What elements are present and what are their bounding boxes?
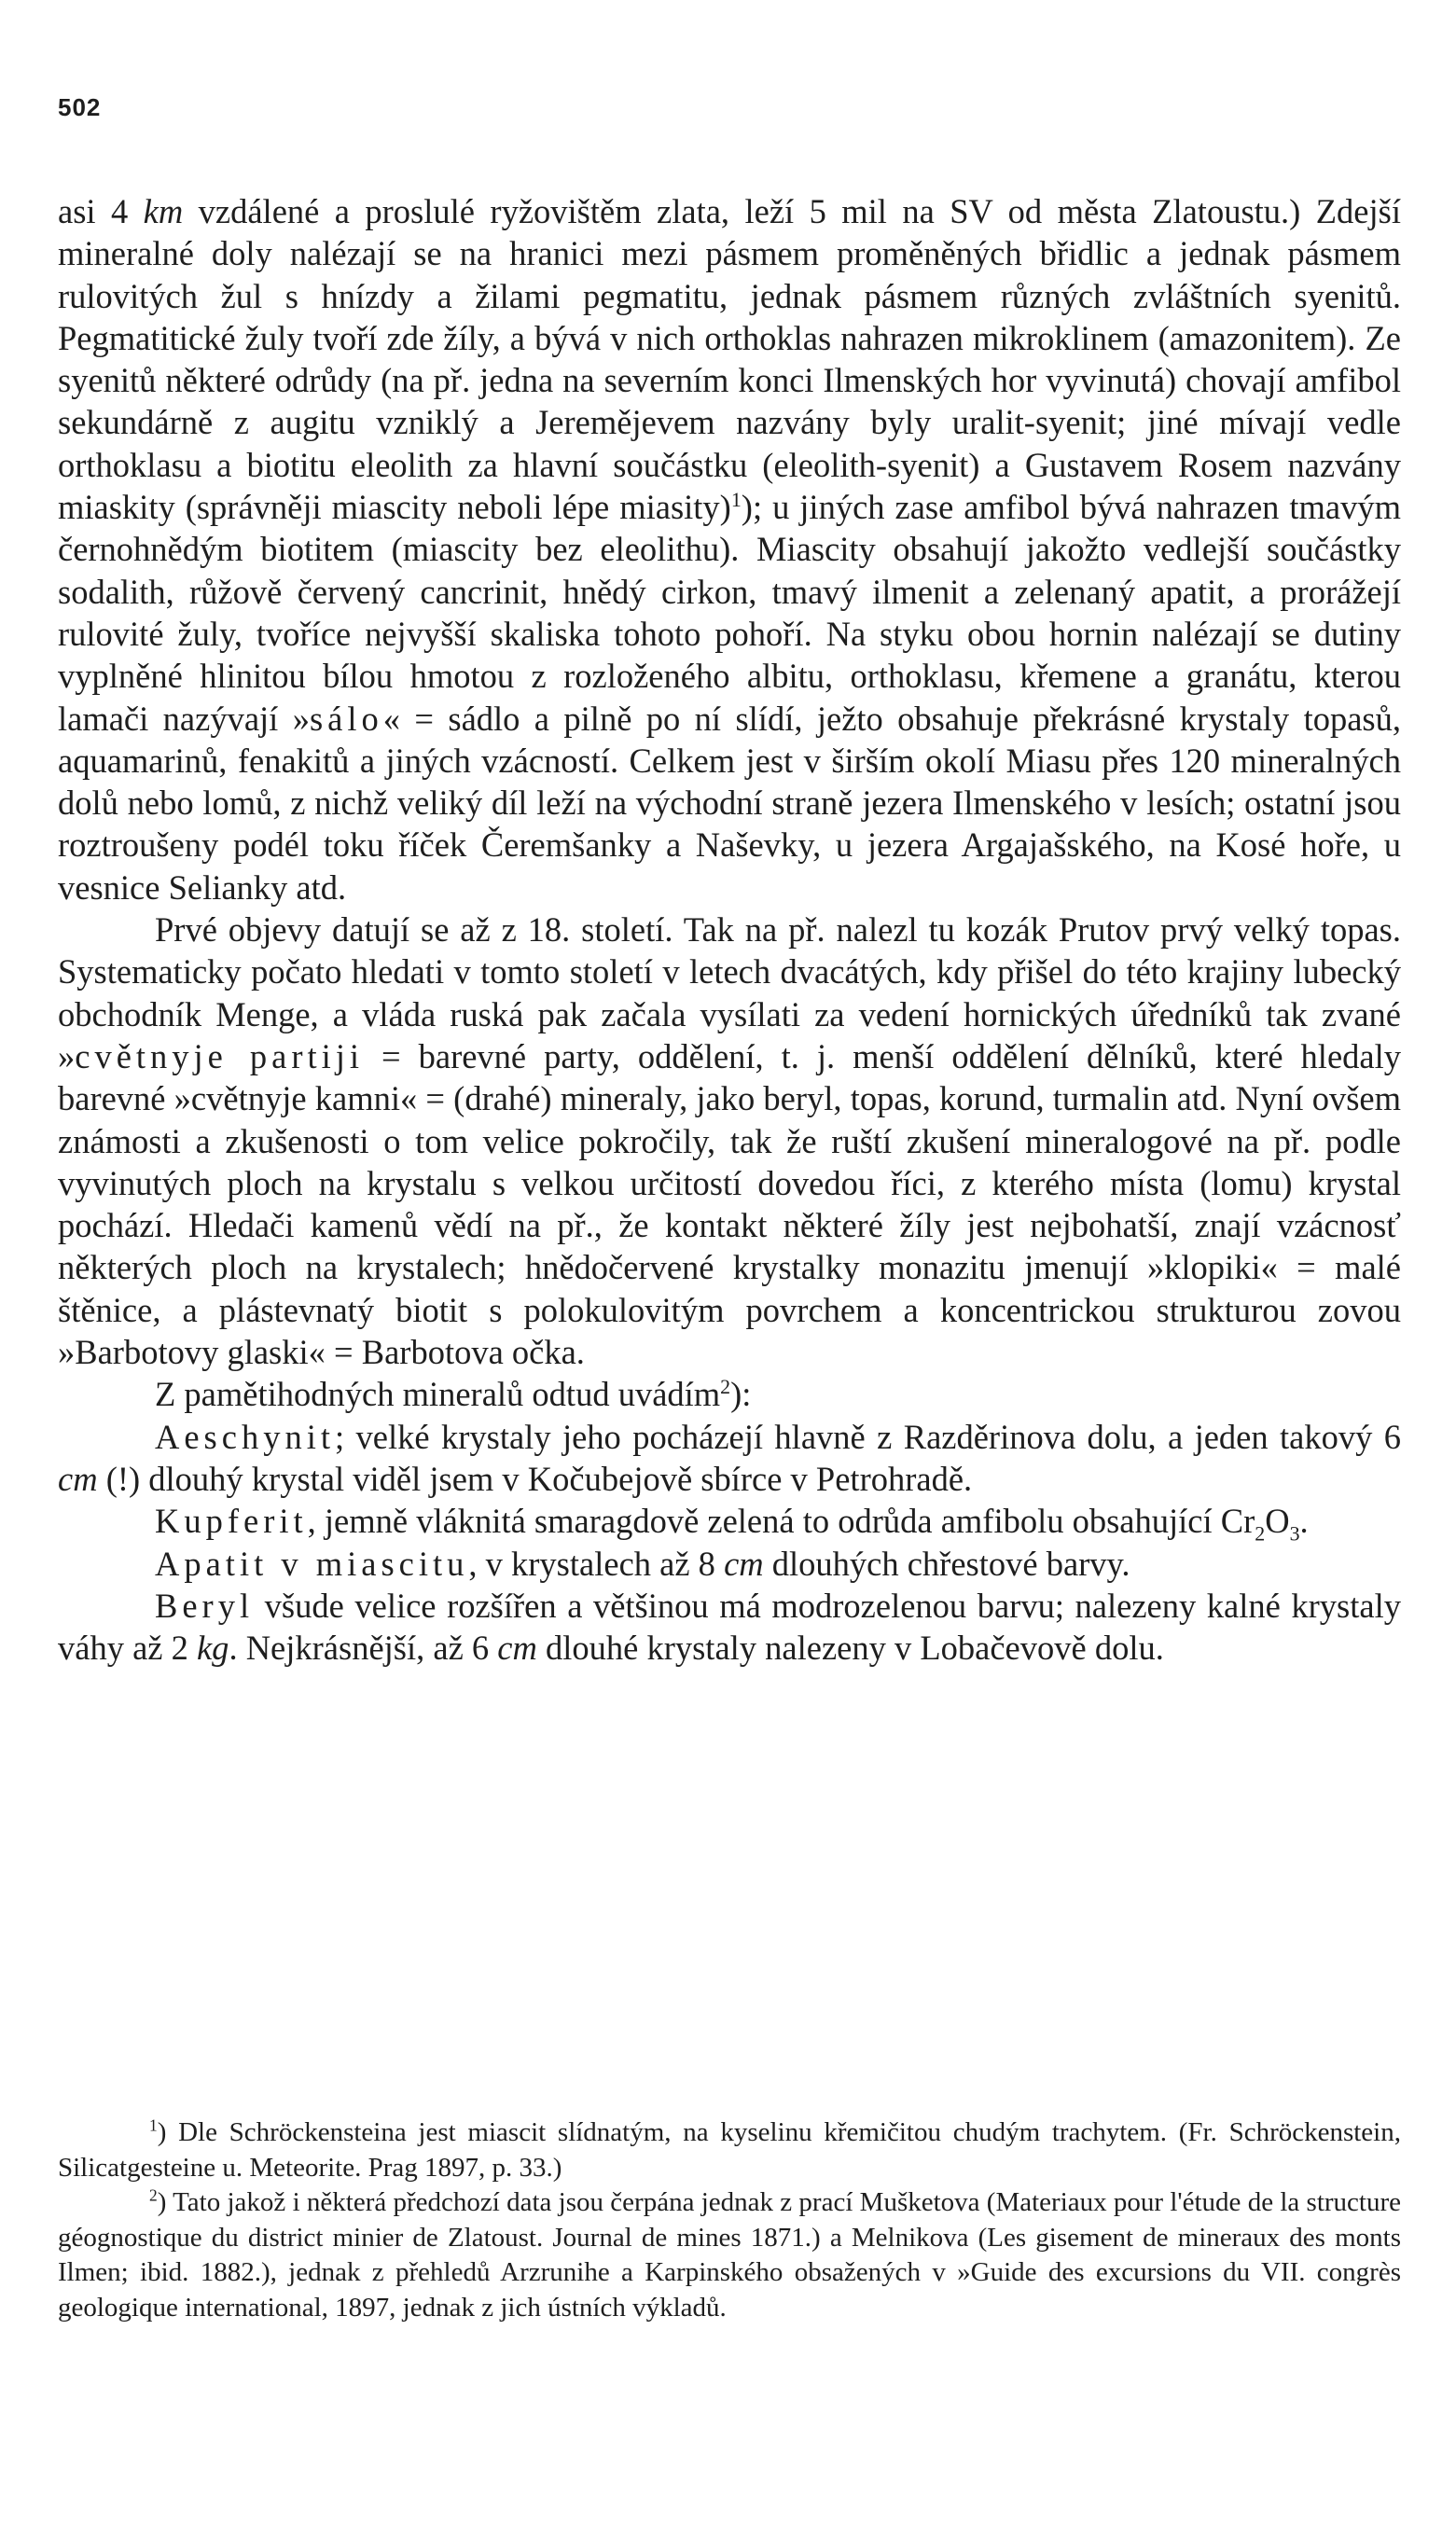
text-run: ); u jiných zase amfibol bývá nahrazen tmavým černohnědým biotitem (miascity bez eleolithu). Miascity obsahují jakožto vedlejší součástky sodalith, růžově červený cancrinit, hnědý cirkon, tmavý ilmenit a zelenaný apatit, a prorážejí rulovité žuly, tvoříce nejvyšší skaliska tohoto pohoří. Na styku obou hornin nalézají se dutiny vyplněné hlinitou bílou hmotou z rozloženého albitu, orthoklasu, křemene a granátu, kterou lamači nazývají » [58,488,1401,738]
spaced-term: Beryl [155,1586,255,1625]
footnotes [58,2115,1401,2325]
text-run: . Nejkrásnější, až 6 [229,1629,498,1668]
text-run: všude velice rozšířen a většinou má modrozelenou barvu; nalezeny kalné krystaly váhy až 2 [58,1586,1401,1668]
spaced-term: Apatit v miascitu [155,1544,469,1583]
text-run: Prvé objevy datují se až z 18. století. Tak na př. nalezl tu kozák Prutov prvý velký topas. Systematicky počato hledati v tomto století v letech dvacátých, kdy přišel do této krajiny lubecký obchodník Menge, a vláda ruská pak začala vysílati za vedení hornických úředníků tak zvané » [58,910,1401,1075]
text-run: ; velké krystaly jeho pocházejí hlavně z Razděrinova dolu, a jeden takový 6 [335,1417,1401,1456]
text-run: ) Tato jakož i některá předchozí data jsou čerpána jednak z prací Mušketova (Materiaux pour l'étude de la structure géognostique du district minier de Zlatoust. Journal de mines 1871.) a Melnikova (Les gisement de mineraux des monts Ilmen; ibid. 1882.), jednak z přehledů Arzrunihe a Karpinského obsažených v »Guide des excursions du VII. congrès geologique international, 1897, jednak z jich ústních výkladů. [58,2187,1401,2323]
text-run: dlouhých chřestové barvy. [763,1544,1130,1583]
subscript: 3 [1289,1521,1300,1546]
paragraph [58,1585,1401,1670]
text-run: ) Dle Schröckensteina jest miascit slídnatým, na kyselinu křemičitou chudým trachytem. (Fr. Schröckenstein, Silicatgesteine u. Meteorite. Prag 1897, p. 33.) [58,2117,1401,2183]
text-run: « = sádlo a pilně po ní slídí, ježto obsahuje překrásné krystaly topasů, aquamarinů, fenakitů a jiných vzácností. Celkem jest v širším okolí Miasu přes 120 mineralných dolů nebo lomů, z nichž veliký díl leží na východní straně jezera Ilmenského v lesích; ostatní jsou roztroušeny podél toku říček Čeremšanky a Naševky, u jezera Argajašského, na Kosé hoře, u vesnice Selianky atd. [58,699,1401,907]
paragraph [58,908,1401,1373]
unit-italic: cm [497,1629,537,1668]
paragraph [58,190,1401,908]
footnote-marker: 2 [149,2185,158,2205]
paragraph [58,1543,1401,1585]
footnote [58,2115,1401,2185]
text-run: asi 4 [58,192,144,230]
spaced-term: Kupferit [155,1502,308,1541]
text-run: O [1265,1502,1290,1541]
paragraph [58,1500,1401,1546]
text-run: , v krystalech až 8 [468,1544,725,1583]
unit-italic: kg [196,1629,229,1668]
body-text [58,190,1401,1669]
footnote-marker: 1 [730,487,742,511]
text-run: , jemně vláknitá smaragdově zelená to odrůda amfibolu obsahující Cr [307,1502,1255,1541]
paragraph [58,1373,1401,1415]
spaced-term: Aeschynit [155,1417,335,1456]
unit-italic: cm [58,1459,98,1498]
text-run: dlouhé krystaly nalezeny v Lobačevově dolu. [536,1629,1164,1668]
footnote-marker: 1 [149,2115,158,2135]
text-run: (!) dlouhý krystal viděl jsem v Kočubejově sbírce v Petrohradě. [97,1459,973,1498]
subscript: 2 [1255,1521,1266,1546]
spaced-term: cvětnyje partiji [75,1036,365,1075]
page-number: 502 [58,93,102,121]
text-run: = barevné party, oddělení, t. j. menší oddělení dělníků, které hledaly barevné »cvětnyje kamni« = (drahé) mineraly, jako beryl, topas, korund, turmalin atd. Nyní ovšem známosti a zkušenosti o tom velice pokročily, tak že ruští zkušení mineralogové na př. podle vyvinutých ploch na krystalu s velkou určitostí dovedou říci, z kterého místa (lomu) krystal pochází. Hledači kamenů vědí na př., že kontakt některé žíly jest nejbohatší, znají vzácnosť některých ploch na krystalech; hnědočervené krystalky monazitu jmenují »klopiki« = malé štěnice, a plástevnatý biotit s polokulovitým povrchem a koncentrickou strukturou zovou »Barbotovy glaski« = Barbotova očka. [58,1036,1401,1372]
unit-italic: cm [724,1544,764,1583]
spaced-term: sálo [309,699,383,738]
footnote [58,2185,1401,2325]
footnote-marker: 2 [720,1375,731,1399]
text-run: Z pamětihodných mineralů odtud uvádím [155,1375,721,1414]
text-run: ): [730,1375,752,1414]
unit-italic: km [143,192,184,230]
text-run: . [1299,1502,1309,1541]
paragraph [58,1416,1401,1501]
text-run: vzdálené a proslulé ryžovištěm zlata, leží 5 mil na SV od města Zlatoustu.) Zdejší mineralné doly nalézají se na hranici mezi pásmem proměněných břidlic a jednak pásmem rulovitých žul s hnízdy a žilami pegmatitu, jednak pásmem různých zvláštních syenitů. Pegmatitické žuly tvoří zde žíly, a bývá v nich orthoklas nahrazen mikroklinem (amazonitem). Ze syenitů některé odrůdy (na př. jedna na severním konci Ilmenských hor vyvinutá) chovají amfibol sekundárně z augitu vzniklý a Jeremějevem nazvány byly uralit-syenit; jiné mívají vedle orthoklasu a biotitu eleolith za hlavní součástku (eleolith-syenit) a Gustavem Rosem nazvány miaskity (správněji miascity neboli lépe miasity) [58,192,1401,527]
